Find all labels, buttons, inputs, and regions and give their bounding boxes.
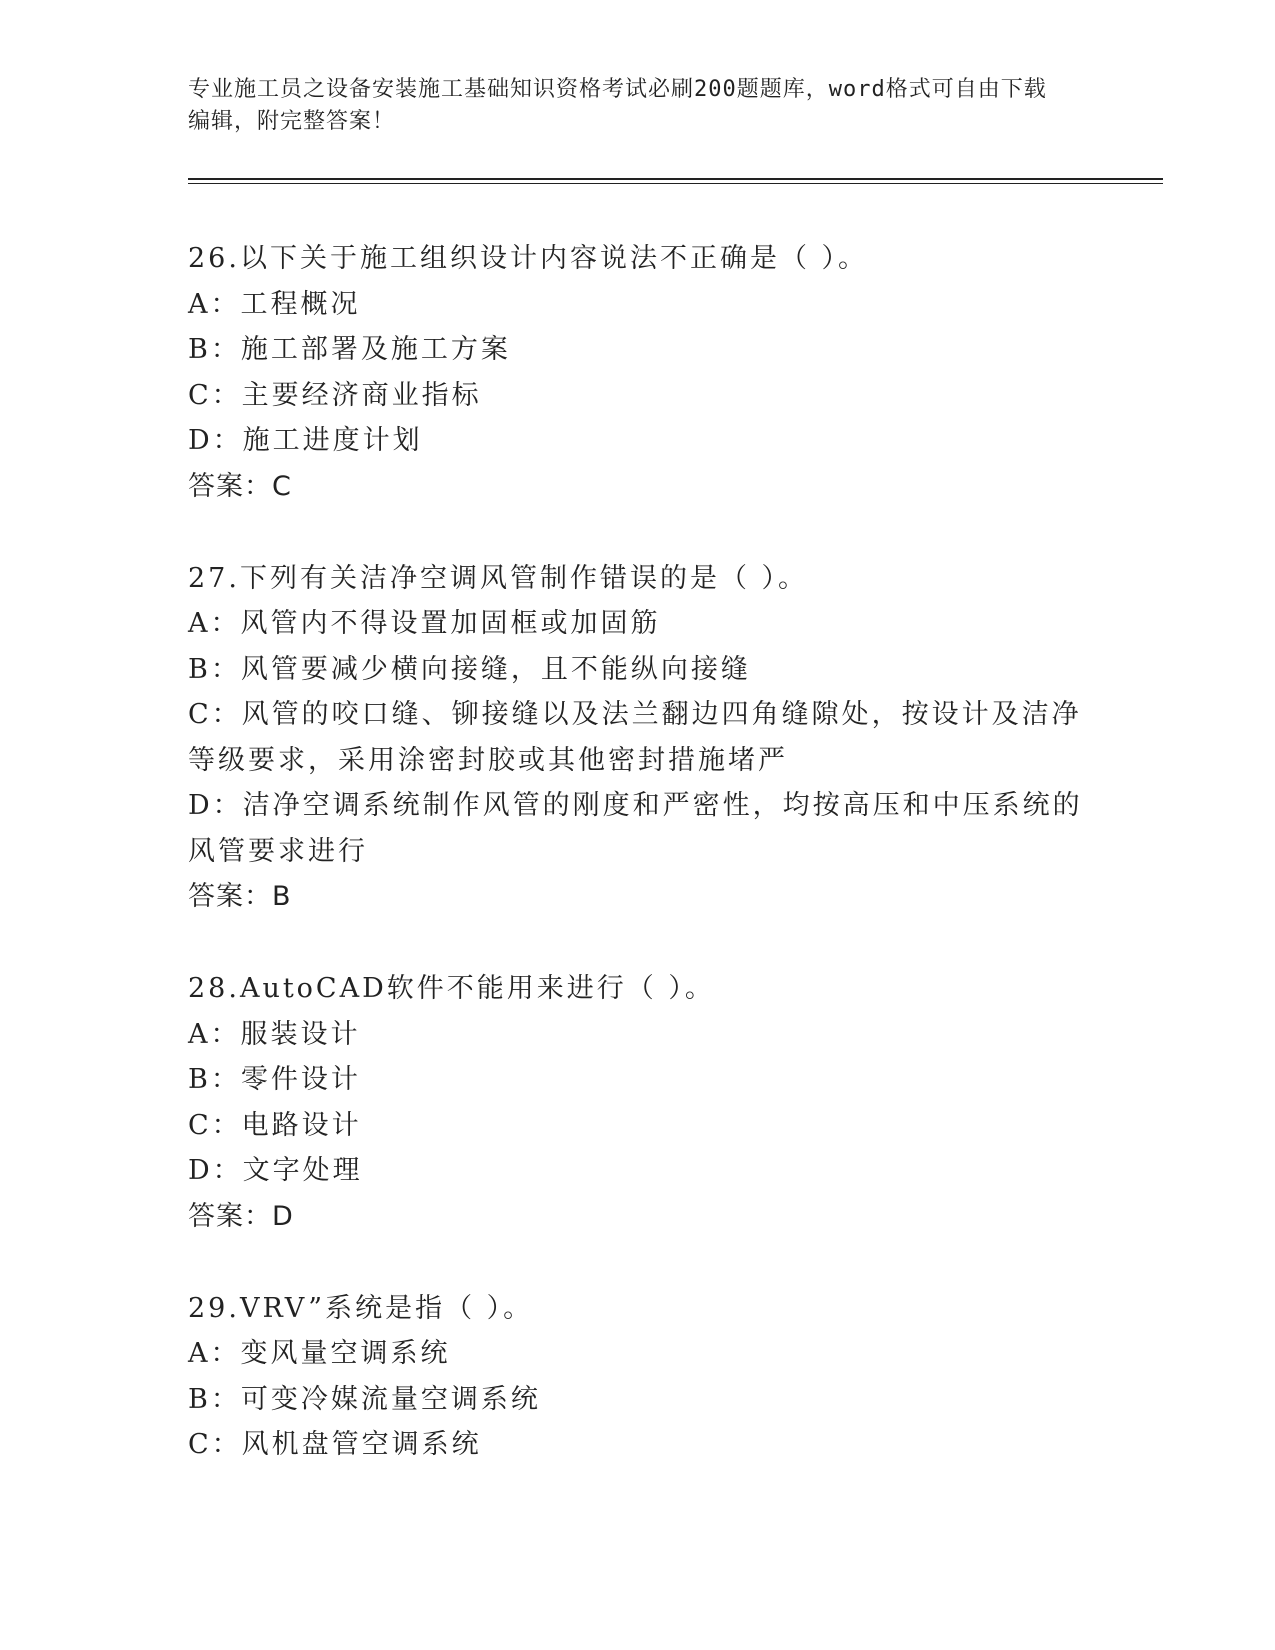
option-b: B：风管要减少横向接缝，且不能纵向接缝	[188, 653, 751, 685]
option-c: C：风机盘管空调系统	[188, 1429, 482, 1460]
option-a: A：服装设计	[188, 1018, 361, 1050]
option-a: A：工程概况	[188, 288, 361, 320]
option-a: A：风管内不得设置加固框或加固筋	[188, 608, 661, 639]
option-c: C：电路设计	[188, 1109, 362, 1141]
option-a: A：变风量空调系统	[188, 1338, 451, 1369]
option-d: D：洁净空调系统制作风管的刚度和严密性，均按高压和中压系统的风管要求进行	[188, 790, 1083, 867]
option-b: B：施工部署及施工方案	[188, 334, 511, 365]
answer: 答案：C	[188, 470, 292, 502]
question-27	[188, 556, 1088, 921]
header-rule-thin	[188, 183, 1163, 184]
option-d: D：文字处理	[188, 1155, 363, 1186]
question-stem: 28.AutoCAD软件不能用来进行（ ）。	[188, 973, 715, 1004]
answer: 答案：B	[188, 881, 292, 912]
question-stem: 29.VRV”系统是指（ ）。	[188, 1292, 534, 1324]
option-c: C：风管的咬口缝、铆接缝以及法兰翻边四角缝隙处，按设计及洁净等级要求，采用涂密封胶或其他密封措施堵严	[188, 699, 1082, 776]
question-26	[188, 236, 1088, 510]
option-b: B：可变冷媒流量空调系统	[188, 1383, 541, 1415]
question-29	[188, 1286, 1088, 1468]
document-header: 专业施工员之设备安装施工基础知识资格考试必刷200题题库，word格式可自由下载编辑，附完整答案！	[188, 77, 1047, 134]
option-b: B：零件设计	[188, 1064, 361, 1095]
question-stem: 27.下列有关洁净空调风管制作错误的是（ ）。	[188, 562, 809, 594]
question-stem: 26.以下关于施工组织设计内容说法不正确是（ ）。	[188, 243, 869, 274]
option-d: D：施工进度计划	[188, 425, 423, 456]
question-list	[188, 236, 1088, 1514]
answer: 答案：D	[188, 1200, 294, 1232]
header-rule-thick	[188, 178, 1163, 180]
question-28	[188, 966, 1088, 1240]
option-c: C：主要经济商业指标	[188, 379, 482, 411]
